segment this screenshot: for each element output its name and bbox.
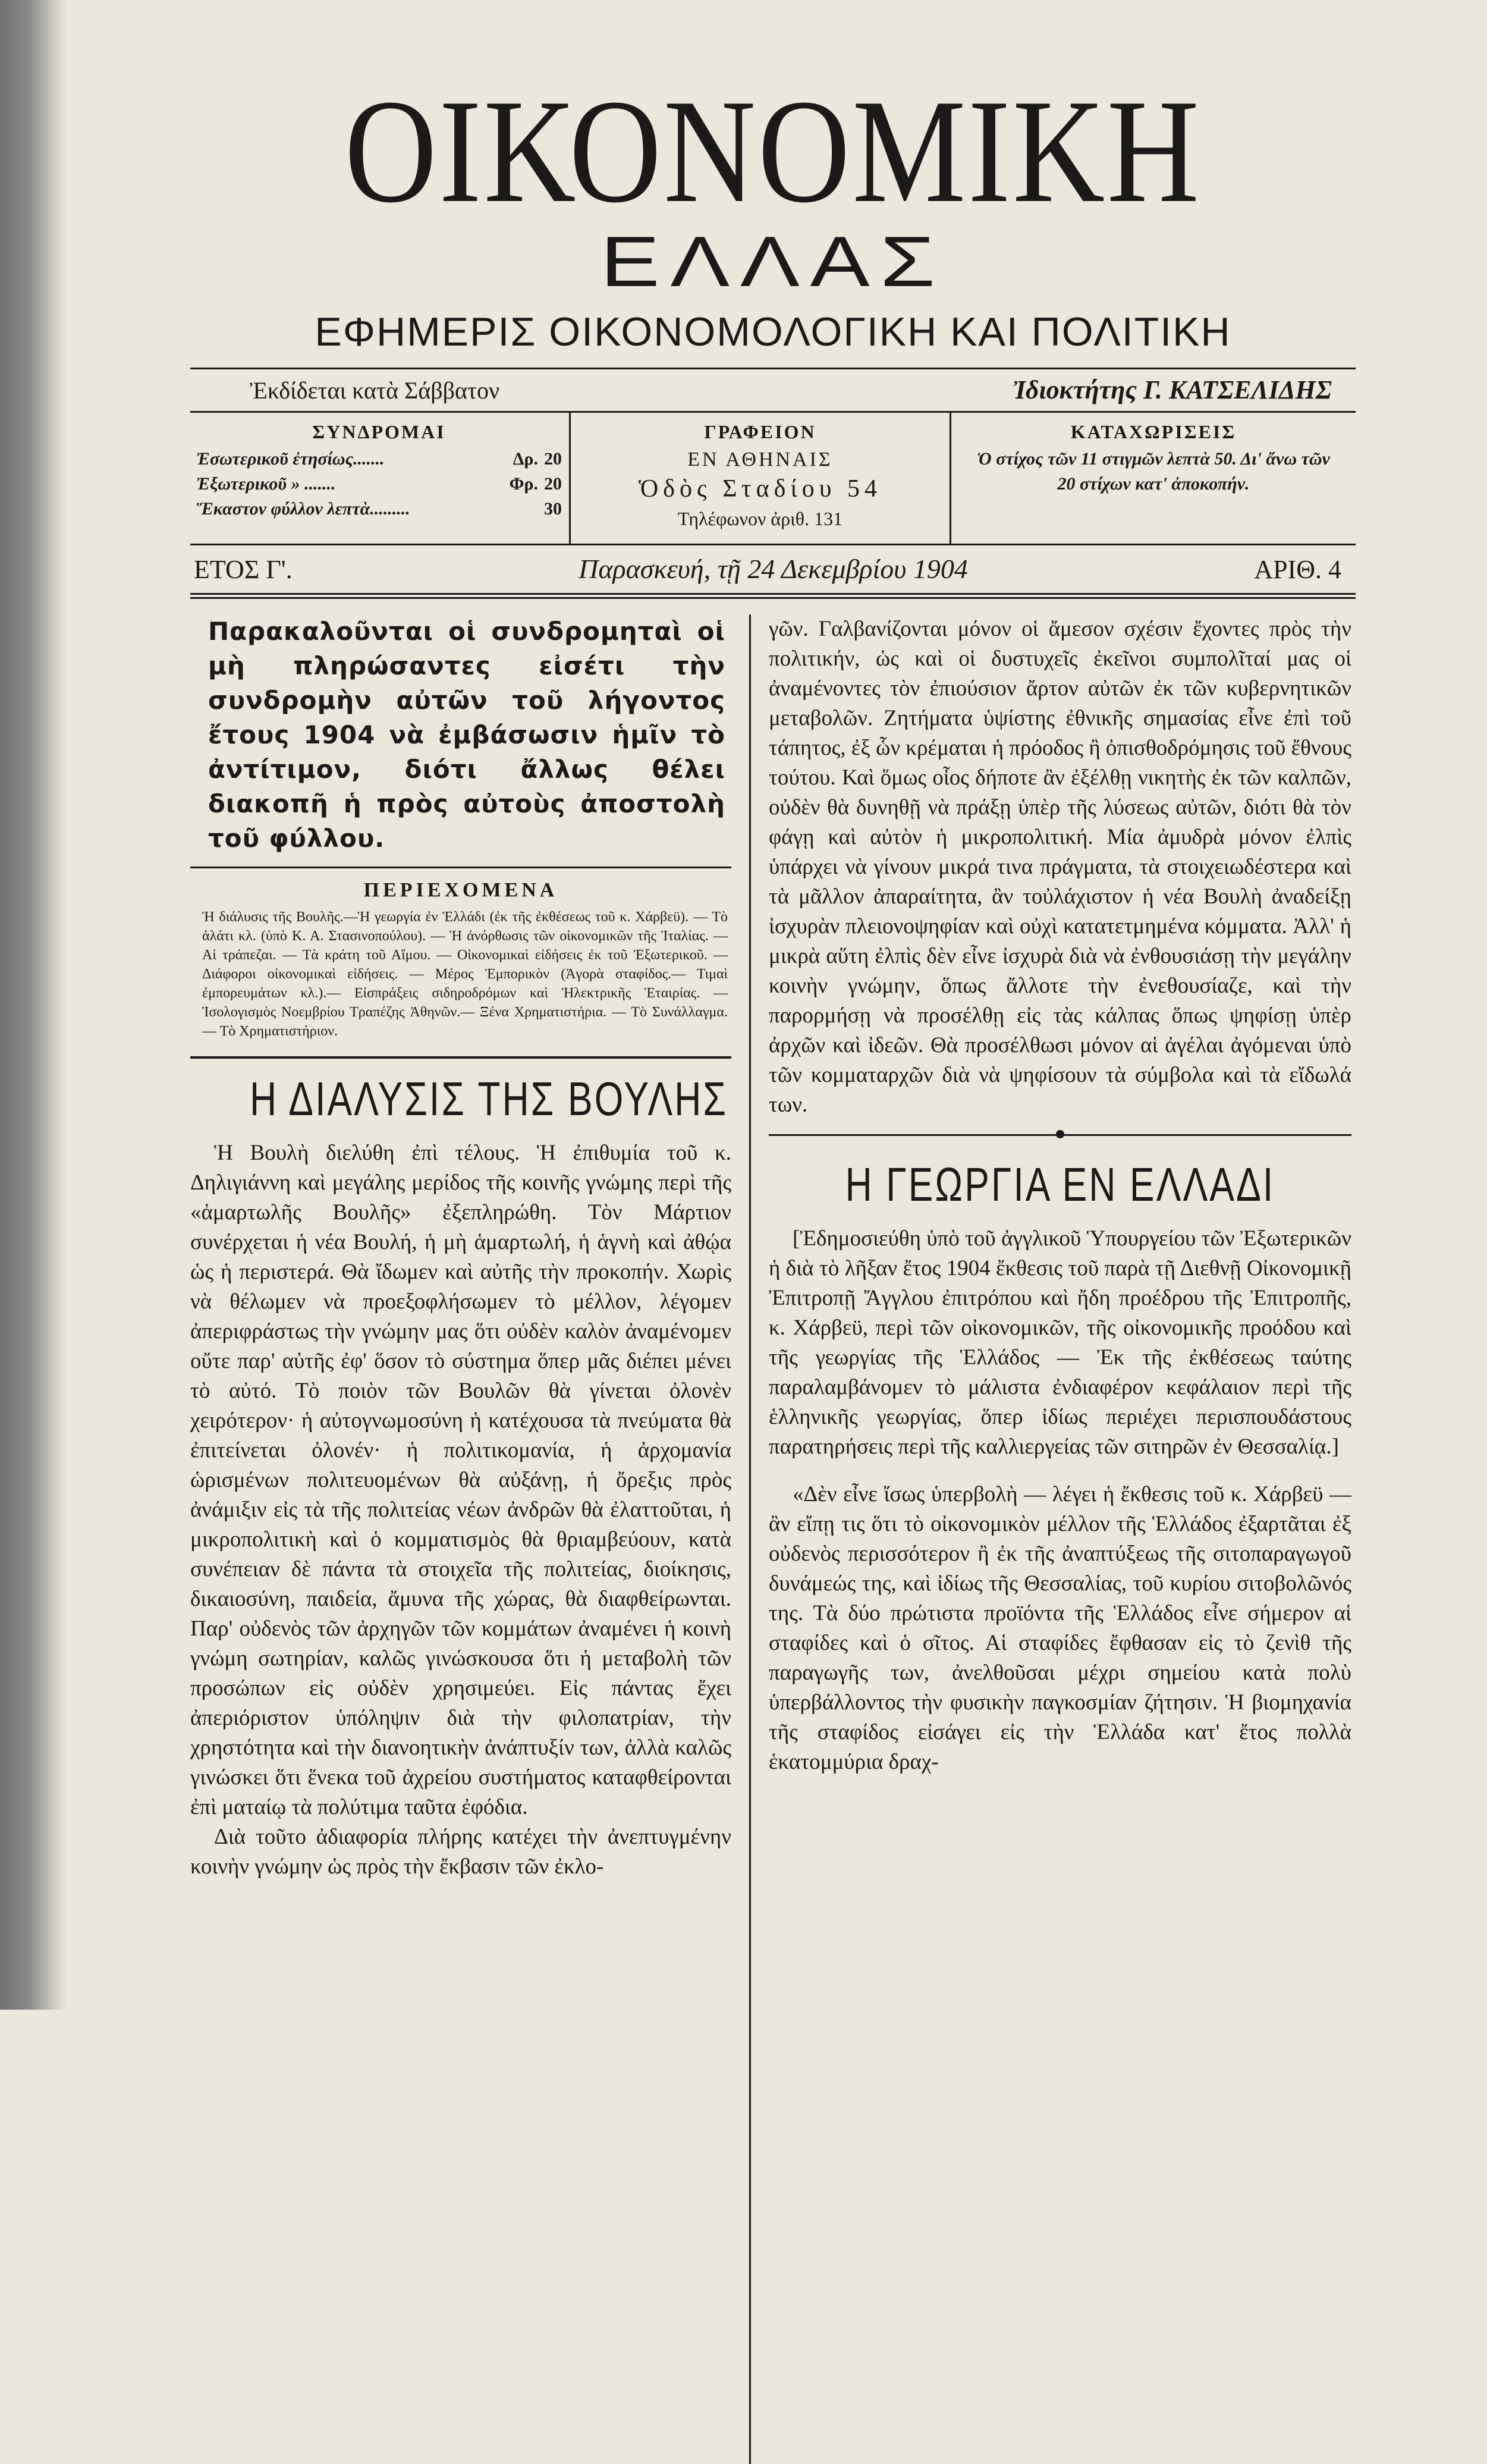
- subscription-amount: 20: [544, 474, 562, 494]
- subscription-currency: Δρ.: [513, 449, 538, 469]
- masthead-title: ΟΙΚΟΝΟΜΙΚΗ: [344, 69, 1202, 234]
- issue-number: ΑΡΙΘ. 4: [1254, 555, 1341, 584]
- issue-row: [190, 545, 1356, 593]
- right-column: [751, 614, 1351, 2464]
- article-title: Η ΔΙΑΛΥΣΙΣ ΤΗΣ ΒΟΥΛΗΣ: [250, 1072, 728, 1125]
- subscription-label: Ἐξωτερικοῦ » .......: [196, 474, 336, 494]
- issue-year: ΕΤΟΣ Γ'.: [194, 555, 293, 584]
- book-spine: [0, 0, 65, 2010]
- section-divider: [769, 1134, 1351, 1136]
- subscriptions-heading: ΣΥΝΔΡΟΜΑΙ: [312, 421, 446, 442]
- subscription-amount: 30: [544, 499, 562, 519]
- publication-owner: Ἰδιοκτήτης Γ. ΚΑΤΣΕΛΙΔΗΣ: [1013, 375, 1332, 404]
- article-continuation: [769, 614, 1351, 1120]
- article-body: [190, 1138, 731, 1882]
- office-heading: ΓΡΑΦΕΙΟΝ: [704, 421, 816, 442]
- columns: [190, 614, 1356, 2464]
- issue-date: Παρασκευή, τῇ 24 Δεκεμβρίου 1904: [579, 554, 968, 584]
- office-street: Ὁδὸς Σταδίου 54: [638, 475, 882, 503]
- subscriber-notice: Παρακαλοῦνται οἱ συνδρομηταὶ οἱ μὴ πληρώσαντες εἰσέτι τὴν συνδρομὴν αὐτῶν τοῦ λήγοντος ἔτους 1904 νὰ ἐμβάσωσιν ἡμῖν τὸ ἀντίτιμον, διότι ἄλλως θέλει διακοπῆ ἡ πρὸς αὐτοὺς ἀποστολὴ τοῦ φύλλου.: [208, 617, 725, 853]
- article-paragraph: γῶν. Γαλβανίζονται μόνον οἱ ἄμεσον σχέσιν ἔχοντες πρὸς τὴν πολιτικήν, ὡς καὶ οἱ δυστυχεῖς ἐκεῖνοι συμπολῖταί μας οἱ ἀναμένοντες τὸν ἐπιούσιον ἄρτον αὐτῶν ἐκ τῶν κυβερνητικῶν μεταβολῶν. Ζητήματα ὑψίστης ἐθνικῆς σημασίας εἶνε ἐπὶ τοῦ τάπητος, ἐξ ὧν κρέμαται ἡ πρόοδος ἢ ὀπισθοδρόμησις τοῦ ἔθνους τούτου. Καὶ ὅμως οἷος δήποτε ἂν ἐξέλθῃ νικητὴς ἐκ τῶν καλπῶν, οὐδὲν θὰ δυνηθῇ νὰ πράξῃ ὑπὲρ τῆς λύσεως αὐτῶν, διότι θὰ τὸν φάγῃ καὶ αὐτὸν ἡ μικροπολιτική. Μία ἀμυδρὰ μόνον ἐλπὶς ὑπάρχει νὰ γίνουν μικρά τινα πράγματα, τὰ στοιχειωδέστερα καὶ τὰ μᾶλλον ἀπαραίτητα, ἂν τοὐλάχιστον ἡ νέα Βουλὴ ἀναδείξῃ ἰσχυρὰν πλειονοψηφίαν καὶ οὐχὶ κατατετμημένα κόμματα. Ἀλλ' ἡ μικρὰ αὕτη ἐλπὶς δὲν εἶνε ἰσχυρὰ διὰ νὰ ἐνθουσιάσῃ τὴν μεγάλην κοινὴν γνώμην, ὅπως ἄλλοτε τὴν ἐνεθουσίαζε, καὶ τὴν παρορμήσῃ νὰ προσέλθῃ εἰς τὰς κάλπας ὅπως ψηφίσῃ ὑπὲρ ἀρχῶν καὶ ἰδεῶν. Θὰ προσέλθωσι μόνον αἱ ἀγέλαι ἀγόμεναι ὑπὸ τῶν κομματαρχῶν διὰ νὰ ψηφίσουν τὰ σύμβολα καὶ τὰ εἴδωλά των.: [769, 617, 1352, 1117]
- divider: [190, 1056, 731, 1059]
- subscription-row: [196, 447, 562, 472]
- masthead-subtitle: ΕΛΛΑΣ: [600, 222, 946, 302]
- contents-list: Ἡ διάλυσις τῆς Βουλῆς.—Ἡ γεωργία ἐν Ἑλλάδι (ἐκ τῆς ἐκθέσεως τοῦ κ. Χάρβεϋ). — Τὸ ἁλάτι κλ. (ὑπὸ Κ. Α. Στασινοπούλου). — Ἡ ἀνόρθωσις τῶν οἰκονομικῶν τῆς Ἰταλίας. — Αἱ τράπεζαι. — Τὰ κράτη τοῦ Αἵμου. — Οἰκονομικαὶ εἰδήσεις ἐκ τοῦ Ἐξωτερικοῦ. — Διάφοροι οἰκονομικαὶ εἰδήσεις. — Μέρος Ἐμπορικὸν (Ἀγορὰ σταφίδος.— Τιμαὶ ἐμπορευμάτων κλ.).— Εἰσπράξεις σιδηροδρόμων καὶ Ἠλεκτρικῆς Ἑταιρίας. — Ἰσολογισμὸς Νοεμβρίου Τραπέζης Ἀθηνῶν.— Ξένα Χρηματιστήρια. — Τὸ Συνάλλαγμα.— Τὸ Χρηματιστήριον.: [202, 909, 728, 1039]
- publication-frequency: Ἐκδίδεται κατὰ Σάββατον: [250, 377, 500, 404]
- ads-box: [951, 413, 1356, 544]
- office-phone: Τηλέφωνον ἀριθ. 131: [677, 508, 843, 529]
- newspaper-page: [190, 69, 1356, 1980]
- masthead-description: ΕΦΗΜΕΡΙΣ ΟΙΚΟΝΟΜΟΛΟΓΙΚΗ ΚΑΙ ΠΟΛΙΤΙΚΗ: [315, 309, 1231, 354]
- office-box: [571, 413, 951, 544]
- left-column: [190, 614, 749, 2464]
- masthead: [190, 69, 1356, 356]
- article-paragraph: Ἡ Βουλὴ διελύθη ἐπὶ τέλους. Ἡ ἐπιθυμία τοῦ κ. Δηλιγιάννη καὶ μεγάλης μερίδος τῆς κοινῆς γνώμης περὶ τῆς «ἁμαρτωλῆς Βουλῆς» ἐξεπληρώθη. Τὸν Μάρτιον συνέρχεται ἡ νέα Βουλή, ἡ μὴ ἁμαρτωλή, ἡ ἁγνὴ καὶ ἀθῴα ὡς ἡ περιστερά. Θὰ ἴδωμεν καὶ αὐτῆς τὴν προκοπήν. Χωρὶς νὰ θέλωμεν νὰ προεξοφλήσωμεν τὸ μέλλον, λέγομεν ἀπεριφράστως τὴν γνώμην μας ὅτι οὐδὲν καλὸν ἀναμένομεν οὔτε παρ' αὐτῆς ἐφ' ὅσον τὸ σύστημα ὅπερ μᾶς διέπει μένει τὸ αὐτό. Τὸ ποιὸν τῶν Βουλῶν θὰ γίνεται ὀλονὲν χειρότερον· ἡ αὐτογνωμοσύνη ἡ κατέχουσα τὰ πνεύματα θὰ ἐπιτείνεται ὀλονέν· ἡ πολιτικομανία, ἡ ἀρχομανία ὡρισμένων πολιτευομένων θὰ αὐξάνῃ, ἡ ὄρεξις πρὸς ἀνάμιξιν εἰς τὰ τῆς πολιτείας νέων ἀνδρῶν θὰ ἐλαττοῦται, ἡ μικροπολιτικὴ καὶ ὁ κομματισμὸς θὰ θριαμβεύουν, κατὰ συνέπειαν δὲ πάντα τὰ στοιχεῖα τῆς πολιτείας, διοίκησις, δικαιοσύνη, παιδεία, ἄμυνα τῆς χώρας, θὰ διαφθείρωνται. Παρ' οὐδενὸς τῶν ἀρχηγῶν τῶν κομμάτων ἀναμένει ἡ κοινὴ γνώμη σωτηρίαν, καλῶς γινώσκουσα ὅτι ἡ μεταβολὴ τῶν προσώπων εἰς οὐδὲν χρησιμεύει. Εἰς πάντας ἔχει ἀπεριόριστον ὑπόληψιν διὰ τὴν φιλοπατρίαν, τὴν χρηστότητα καὶ τὴν διανοητικὴν ἀνάπτυξίν των, ἀλλὰ καλῶς γινώσκει ὅτι ἕνεκα τοῦ ἀχρείου συστήματος καταφθείρονται ἐπὶ ματαίῳ τὰ πολύτιμα ταῦτα ἐφόδια.: [190, 1141, 731, 1819]
- office-city: ΕΝ ΑΘΗΝΑΙΣ: [687, 448, 833, 470]
- subscription-row: [196, 497, 562, 522]
- article-intro: [Ἐδημοσιεύθη ὑπὸ τοῦ ἀγγλικοῦ Ὑπουργείου τῶν Ἐξωτερικῶν ἡ διὰ τὸ λῆξαν ἔτος 1904 ἔκθεσις τοῦ παρὰ τῇ Διεθνῇ Οἰκονομικῇ Ἐπιτροπῇ Ἄγγλου ἐπιτρόπου καὶ ἤδη προέδρου τῆς Ἐπιτροπῆς, κ. Χάρβεϋ, περὶ τῶν οἰκονομικῶν, τῆς οἰκονομικῆς προόδου καὶ τῆς γεωργίας τῆς Ἑλλάδος — Ἐκ τῆς ἐκθέσεως ταύτης παραλαμβάνομεν τὸ μάλιστα ἐνδιαφέρον κεφάλαιον περὶ τῆς ἑλληνικῆς γεωργίας, ὅπερ ἰδίως περιέχει περισπουδάστους παρατηρήσεις περὶ τῆς καλλιεργείας τῶν σιτηρῶν ἐν Θεσσαλίᾳ.]: [769, 1226, 1351, 1459]
- subscription-label: Ἐσωτερικοῦ ἐτησίως.......: [196, 449, 385, 469]
- ads-text: Ὁ στίχος τῶν 11 στιγμῶν λεπτὰ 50. Δι' ἄνω τῶν 20 στίχων κατ' ἀποκοπήν.: [977, 449, 1330, 494]
- article-title: Η ΓΕΩΡΓΙΑ ΕΝ ΕΛΛΑΔΙ: [845, 1158, 1275, 1211]
- ads-heading: ΚΑΤΑΧΩΡΙΣΕΙΣ: [1070, 421, 1237, 442]
- double-divider: [190, 593, 1356, 599]
- article-body: [769, 1224, 1351, 1777]
- article-paragraph: Διὰ τοῦτο ἀδιαφορία πλήρης κατέχει τὴν ἀνεπτυγμένην κοινὴν γνώμην ὡς πρὸς τὴν ἔκβασιν τῶν ἐκλο-: [190, 1825, 731, 1879]
- contents-heading: ΠΕΡΙΕΧΟΜΕΝΑ: [190, 867, 731, 902]
- subscription-currency: Φρ.: [509, 474, 538, 494]
- info-box: [190, 411, 1356, 545]
- subscription-amount: 20: [544, 449, 562, 469]
- subscriptions-box: [190, 413, 571, 544]
- article-paragraph: «Δὲν εἶνε ἴσως ὑπερβολὴ — λέγει ἡ ἔκθεσις τοῦ κ. Χάρβεϋ — ἂν εἴπῃ τις ὅτι τὸ οἰκονομικὸν μέλλον τῆς Ἑλλάδος ἐξαρτᾶται ἐξ οὐδενὸς περισσότερον ἢ ἐκ τῆς ἀναπτύξεως τῆς σιτοπαραγωγοῦ δυνάμεώς της, καὶ ἰδίως τῆς Θεσσαλίας, τοῦ κυρίου σιτοβολῶνός της. Τὰ δύο πρώτιστα προϊόντα τῆς Ἑλλάδος εἶνε σήμερον αἱ σταφίδες καὶ ὁ σῖτος. Αἱ σταφίδες ἔφθασαν εἰς τὸ ζενὶθ τῆς παραγωγῆς των, ἀνελθοῦσαι μέχρι σημείου κατὰ πολὺ ὑπερβάλλοντος τὴν φυσικὴν παγκοσμίαν ζήτησιν. Ἡ βιομηχανία τῆς σταφίδος εἰσάγει εἰς τὴν Ἑλλάδα κατ' ἔτος πολλὰ ἑκατομμύρια δραχ-: [769, 1482, 1351, 1774]
- subscription-label: Ἕκαστον φύλλον λεπτὰ.........: [196, 499, 410, 519]
- subscription-row: [196, 472, 562, 497]
- divider-ornament: [1056, 1130, 1064, 1138]
- publication-row: [190, 369, 1356, 411]
